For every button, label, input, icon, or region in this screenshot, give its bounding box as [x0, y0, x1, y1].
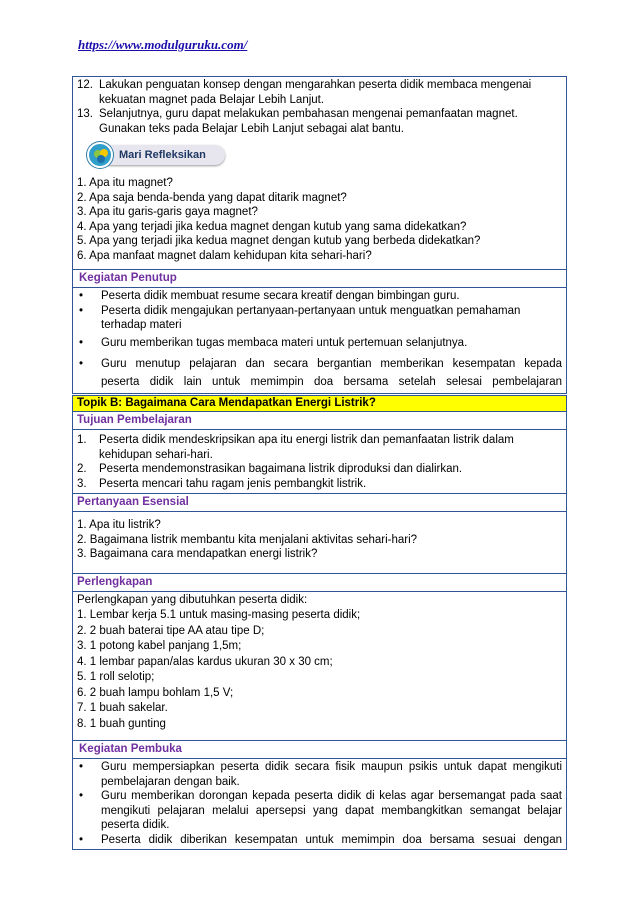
reflection-question: 4. Apa yang terjadi jika kedua magnet dengan kutub yang sama didekatkan?	[77, 220, 467, 233]
source-url[interactable]: https://www.modulguruku.com/	[78, 37, 248, 52]
list-item: 1. Peserta didik mendeskripsikan apa itu energi listrik dan pemanfaatan listrik dalam kehidupan sehari-hari.	[77, 434, 514, 461]
step-text: Lakukan penguatan konsep dengan mengarahkan peserta didik membaca mengenai kekuatan magnet pada Belajar Lebih Lanjut.	[99, 79, 532, 106]
list-item: 1. Lembar kerja 5.1 untuk masing-masing peserta didik;	[77, 609, 361, 621]
lesson-table-topic-b	[72, 395, 567, 850]
penutup-list	[73, 287, 566, 393]
list-item: 5. 1 roll selotip;	[77, 671, 155, 683]
list-item: • Peserta didik diberikan kesempatan untuk memimpin doa bersama sesuai dengan	[79, 833, 562, 846]
list-item: 2. 2 buah baterai tipe AA atau tipe D;	[77, 624, 265, 637]
step-item: 13. Selanjutnya, guru dapat melakukan pembahasan mengenai pemanfaatan magnet. Gunakan teks pada Belajar Lebih Lanjut sebagai alat bantu.	[77, 107, 562, 136]
list-item: • Peserta didik mengajukan pertanyaan-pertanyaan untuk menguatkan pemahaman terhadap materi	[79, 304, 521, 331]
perlengkapan-intro: Perlengkapan yang dibutuhkan peserta didik:	[77, 593, 308, 606]
reflection-question: 2. Apa saja benda-benda yang dapat ditarik magnet?	[77, 191, 347, 204]
list-item: 3. 1 potong kabel panjang 1,5m;	[77, 640, 242, 652]
reflection-question: 5. Apa yang terjadi jika kedua magnet dengan kutub yang berbeda didekatkan?	[77, 235, 481, 247]
list-item: 7. 1 buah sakelar.	[77, 702, 168, 714]
tujuan-list	[73, 429, 566, 493]
perlengkapan-header: Perlengkapan	[73, 573, 566, 591]
pembuka-list	[73, 758, 566, 849]
list-item: • Peserta didik membuat resume secara kreatif dengan bimbingan guru.	[79, 290, 460, 302]
mari-refleksikan-banner	[87, 142, 227, 168]
tujuan-pembelajaran-header: Tujuan Pembelajaran	[73, 411, 566, 429]
list-item: • Guru memberikan dorongan kepada peserta didik di kelas agar bersemangat pada saat mengikuti pelajaran melalui apersepsi yang dapat membangkitkan semangat belajar peserta didik.	[79, 790, 562, 831]
topic-title: Topik B: Bagaimana Cara Mendapatkan Energi Listrik?	[73, 396, 566, 411]
list-item: • Guru menutup pelajaran dan secara bergantian memberikan kesempatan kepada peserta didik lain untuk memimpin doa bersama setelah selesai pembelajaran	[79, 358, 562, 388]
list-item: • Guru memberikan tugas membaca materi untuk pertemuan selanjutnya.	[79, 336, 468, 349]
banner-label: Mari Refleksikan	[119, 149, 206, 161]
list-item: 6. 2 buah lampu bohlam 1,5 V;	[77, 686, 234, 699]
list-item: 2. Peserta mendemonstrasikan bagaimana listrik diproduksi dan dialirkan.	[77, 463, 463, 475]
list-item: 4. 1 lembar papan/alas kardus ukuran 30 x 30 cm;	[77, 655, 333, 668]
kegiatan-pembuka-header: Kegiatan Pembuka	[73, 740, 566, 758]
esensial-list	[73, 511, 566, 573]
reflection-question: 1. Apa itu magnet?	[77, 177, 173, 189]
list-item: 2. Bagaimana listrik membantu kita menjalani aktivitas sehari-hari?	[77, 533, 418, 546]
list-item: 3. Peserta mencari tahu ragam jenis pembangkit listrik.	[77, 477, 367, 490]
reflection-icon	[87, 142, 113, 168]
perlengkapan-list	[73, 591, 566, 741]
steps-and-reflection	[73, 77, 566, 269]
list-item: 3. Bagaimana cara mendapatkan energi listrik?	[77, 548, 318, 560]
step-text: Selanjutnya, guru dapat melakukan pembahasan mengenai pemanfaatan magnet. Gunakan teks pada Belajar Lebih Lanjut sebagai alat bantu.	[99, 108, 518, 135]
list-item: 8. 1 buah gunting	[77, 717, 166, 730]
reflection-question: 3. Apa itu garis-garis gaya magnet?	[77, 206, 258, 218]
lesson-table-topic-a	[72, 76, 567, 394]
pertanyaan-esensial-header: Pertanyaan Esensial	[73, 493, 566, 511]
reflection-question: 6. Apa manfaat magnet dalam kehidupan kita sehari-hari?	[77, 249, 372, 262]
list-item: • Guru mempersiapkan peserta didik secara fisik maupun psikis untuk dapat mengikuti pembelajaran dengan baik.	[79, 761, 562, 788]
list-item: 1. Apa itu listrik?	[77, 519, 161, 531]
step-item: 12. Lakukan penguatan konsep dengan mengarahkan peserta didik membaca mengenai kekuatan magnet pada Belajar Lebih Lanjut.	[77, 78, 562, 107]
kegiatan-penutup-header: Kegiatan Penutup	[73, 269, 566, 287]
